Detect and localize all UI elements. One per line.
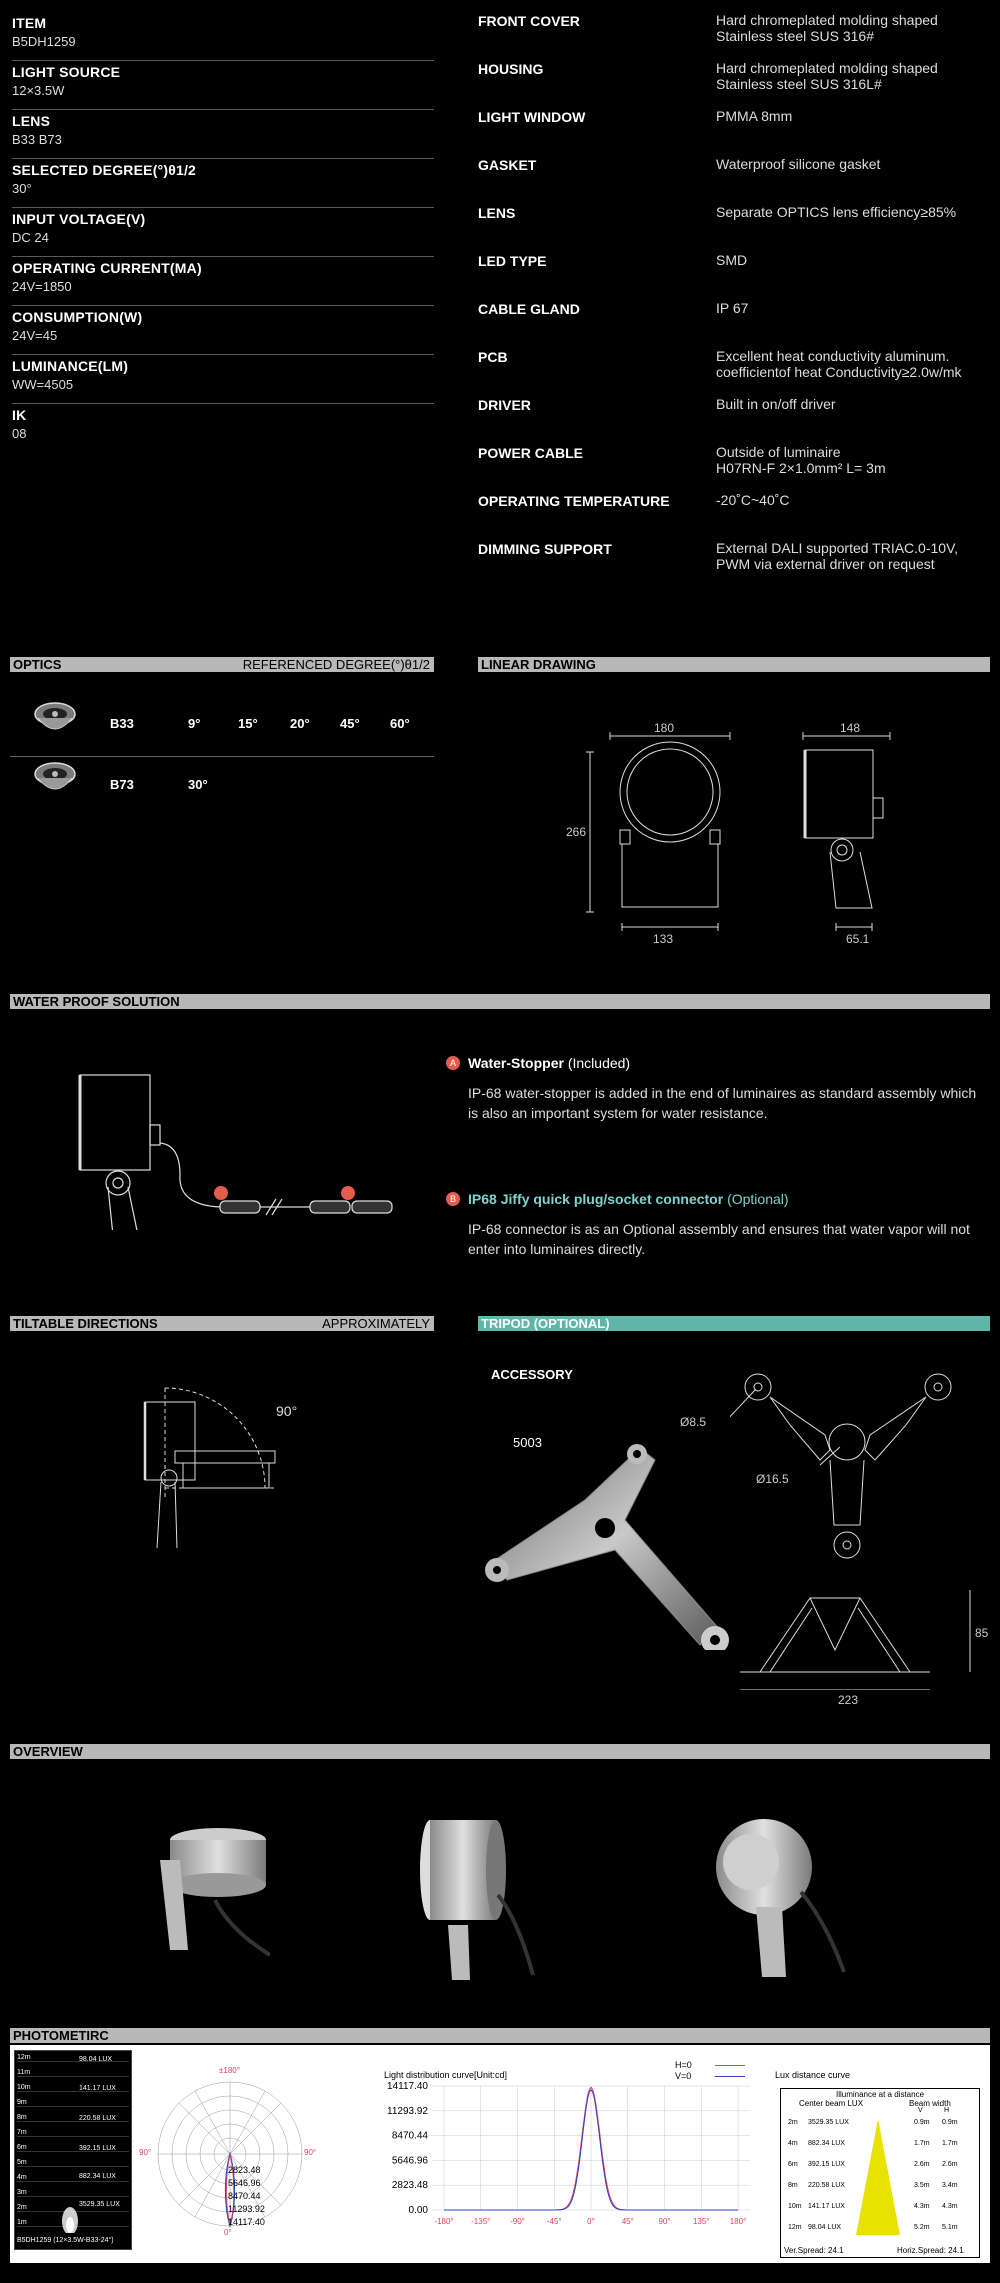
spec-label: CONSUMPTION(W) — [12, 309, 143, 325]
dim-height: 266 — [566, 825, 587, 839]
spec-value: Waterproof silicone gasket — [716, 156, 881, 172]
spec-label: LUMINANCE(LM) — [12, 358, 129, 374]
spec-value: 08 — [12, 426, 27, 441]
polar-left-label: 90° — [139, 2148, 152, 2157]
lux-v-width: 2.6m — [914, 2161, 930, 2168]
lux-distance: 4m — [788, 2140, 798, 2147]
marker-b: B — [446, 1192, 460, 1206]
lux-h-width: 0.9m — [942, 2119, 958, 2126]
curve-title: Light distribution curve[Unit:cd] — [384, 2070, 508, 2080]
curve-x-tick: -180° — [434, 2217, 454, 2226]
spec-label: LIGHT SOURCE — [12, 64, 121, 80]
tripod-bar — [478, 1316, 990, 1331]
spec-row — [478, 444, 998, 492]
polar-value: 2823.48 — [228, 2165, 261, 2175]
b-note: (Optional) — [727, 1191, 789, 1207]
a-note: (Included) — [567, 1055, 631, 1071]
tripod-d1: Ø8.5 — [680, 1415, 707, 1429]
a-title: Water-Stopper — [468, 1055, 564, 1071]
optics-degree: 60° — [390, 716, 410, 731]
optics-degree: 45° — [340, 716, 360, 731]
optics-lens-b73: B73 — [110, 777, 134, 792]
spec-row — [478, 396, 998, 444]
curve-x-tick: 135° — [692, 2217, 710, 2226]
polar-value: 14117.40 — [228, 2217, 265, 2227]
lux-v-width: 1.7m — [914, 2140, 930, 2147]
lux-distance: 2m — [788, 2119, 798, 2126]
lux-col2: Beam width — [909, 2099, 951, 2108]
product-photo-1 — [140, 1820, 270, 1960]
spec-list-left — [12, 12, 434, 453]
isolux-distance-label: 1m — [17, 2219, 129, 2227]
marker-a: A — [446, 1056, 460, 1070]
lux-row — [784, 2140, 976, 2154]
isolux-value: 141.17 LUX — [79, 2085, 116, 2092]
lux-col1: Center beam LUX — [799, 2099, 864, 2108]
curve-y-tick: 0.00 — [408, 2205, 428, 2216]
curve-x-tick: 45° — [621, 2217, 634, 2226]
optics-title: OPTICS — [13, 657, 62, 672]
optics-lens-b33: B33 — [110, 716, 134, 731]
lux-v-width: 3.5m — [914, 2182, 930, 2189]
overview-bar — [10, 1744, 990, 1759]
lux-row — [784, 2182, 976, 2196]
b-desc: IP-68 connector is as an Optional assembly and ensures that water vapor will not enter into luminaires directly. — [468, 1221, 970, 1257]
lux-cone — [853, 2117, 903, 2237]
tripod-d2: Ø16.5 — [756, 1472, 789, 1486]
spec-value: B33 B73 — [12, 132, 62, 147]
polar-value: 11293.92 — [228, 2204, 265, 2214]
tilt-bar — [10, 1316, 434, 1331]
lux-v-width: 4.3m — [914, 2203, 930, 2210]
spec-label: PCB — [478, 349, 508, 365]
tripod-width: 223 — [838, 1693, 859, 1707]
isolux-value: 882.34 LUX — [79, 2173, 116, 2180]
lux-v-width: 5.2m — [914, 2224, 930, 2231]
dim-base-width: 133 — [653, 932, 674, 946]
spec-row — [478, 60, 998, 108]
spec-row — [12, 159, 434, 208]
optics-bar — [10, 657, 434, 672]
photometric-bar — [10, 2028, 990, 2043]
spec-row — [478, 540, 998, 588]
polar-bottom-label: 0° — [224, 2228, 232, 2237]
tripod-side-view — [740, 1590, 980, 1690]
dim-side-base: 65.1 — [846, 932, 870, 946]
product-photo-3 — [706, 1812, 846, 1987]
spec-value: PMMA 8mm — [716, 108, 793, 124]
optics-degree: 20° — [290, 716, 310, 731]
curve-y-tick: 5646.96 — [391, 2155, 428, 2167]
tripod-top-view — [730, 1365, 970, 1565]
isolux-caption: B5DH1259 (12×3.5W-B33-24°) — [17, 2237, 114, 2244]
dim-front-width: 180 — [654, 721, 675, 735]
polar-value: 8470.44 — [228, 2191, 261, 2201]
lux-distance: 10m — [788, 2203, 802, 2210]
isolux-distance-label: 10m — [17, 2084, 129, 2092]
spec-label: LED TYPE — [478, 253, 547, 269]
waterproof-drawing — [70, 1065, 420, 1230]
optics-degree: 15° — [238, 716, 258, 731]
optics-subtitle: REFERENCED DEGREE(°)θ1/2 — [242, 657, 430, 672]
lux-row — [784, 2203, 976, 2217]
tripod-accessory: ACCESSORY — [491, 1367, 573, 1382]
waterproof-item-b — [446, 1189, 986, 1259]
isolux-beam — [55, 2191, 85, 2233]
spec-value: Separate OPTICS lens efficiency≥85% — [716, 204, 957, 220]
isolux-distance-label: 6m — [17, 2144, 129, 2152]
waterproof-bar — [10, 994, 990, 1009]
lux-header: Illuminance at a distance — [835, 2090, 925, 2099]
spec-row — [12, 110, 434, 159]
spec-row — [478, 300, 998, 348]
spec-label: LENS — [478, 205, 516, 221]
spec-label: INPUT VOLTAGE(V) — [12, 211, 146, 227]
waterproof-item-a — [446, 1053, 986, 1123]
spec-row — [12, 404, 434, 453]
spec-row — [12, 306, 434, 355]
lux-v: V — [918, 2107, 923, 2114]
isolux-distance-label: 12m — [17, 2054, 129, 2062]
isolux-distance-label: 7m — [17, 2129, 129, 2137]
lux-row — [784, 2224, 976, 2238]
spec-value: 12×3.5W — [12, 83, 65, 98]
spec-row — [478, 252, 998, 300]
lux-table — [780, 2088, 980, 2258]
spec-value: Excellent heat conductivity aluminum. coefficientof heat Conductivity≥2.0w/mk — [716, 348, 962, 380]
legend-h-line — [715, 2065, 745, 2066]
spec-value: Built in on/off driver — [716, 396, 836, 412]
spec-value: External DALI supported TRIAC.0-10V, PWM via external driver on request — [716, 540, 959, 572]
spec-label: CABLE GLAND — [478, 301, 580, 317]
spec-label: OPERATING TEMPERATURE — [478, 493, 670, 509]
lux-center: 392.15 LUX — [808, 2161, 845, 2168]
tilt-angle: 90° — [276, 1403, 298, 1419]
spec-value: 24V=1850 — [12, 279, 72, 294]
lux-title: Lux distance curve — [775, 2070, 851, 2080]
curve-chart — [380, 2080, 760, 2265]
curve-y-tick: 11293.92 — [387, 2105, 428, 2117]
spec-value: SMD — [716, 252, 748, 268]
lux-center: 882.34 LUX — [808, 2140, 845, 2147]
spec-row — [478, 156, 998, 204]
isolux-value: 3529.35 LUX — [79, 2201, 120, 2208]
spec-label: LIGHT WINDOW — [478, 109, 586, 125]
spec-label: POWER CABLE — [478, 445, 583, 461]
spec-list-right — [478, 12, 998, 588]
photometric-title: PHOTOMETIRC — [13, 2028, 109, 2043]
spec-label: SELECTED DEGREE(°)θ1/2 — [12, 162, 197, 178]
spec-value: Hard chromeplated molding shaped Stainless steel SUS 316# — [716, 12, 938, 44]
lux-distance: 8m — [788, 2182, 798, 2189]
waterproof-title: WATER PROOF SOLUTION — [13, 994, 180, 1009]
spec-row — [12, 12, 434, 61]
hor-spread: Horiz.Spread: 24.1 — [897, 2246, 964, 2255]
isolux-distance-label: 9m — [17, 2099, 129, 2107]
lux-h-width: 2.6m — [942, 2161, 958, 2168]
curve-x-tick: -135° — [471, 2217, 491, 2226]
isolux-distance-label: 11m — [17, 2069, 129, 2077]
spec-label: OPERATING CURRENT(MA) — [12, 260, 202, 276]
spec-value: WW=4505 — [12, 377, 74, 392]
curve-y-tick: 8470.44 — [391, 2130, 428, 2142]
spec-label: FRONT COVER — [478, 13, 580, 29]
spec-row — [478, 108, 998, 156]
spec-value: 30° — [12, 181, 32, 196]
spec-value: Outside of luminaire H07RN-F 2×1.0mm² L= 3m — [716, 444, 886, 476]
isolux-diagram — [14, 2050, 132, 2250]
isolux-value: 392.15 LUX — [79, 2145, 116, 2152]
lux-h-width: 5.1m — [942, 2224, 958, 2231]
spec-value: -20˚C~40˚C — [716, 492, 790, 508]
lens-b33-icon — [32, 700, 78, 738]
spec-row — [478, 348, 998, 396]
spec-value: Hard chromeplated molding shaped Stainless steel SUS 316L# — [716, 60, 938, 92]
a-desc: IP-68 water-stopper is added in the end of luminaires as standard assembly which is also an important system for water resistance. — [468, 1085, 977, 1121]
curve-y-tick: 14117.40 — [387, 2081, 428, 2092]
optics-degree: 9° — [188, 716, 201, 731]
optics-degree: 30° — [188, 777, 208, 792]
lux-distance: 6m — [788, 2161, 798, 2168]
tilt-title: TILTABLE DIRECTIONS — [13, 1316, 158, 1331]
spec-row — [478, 204, 998, 252]
lux-center: 220.58 LUX — [808, 2182, 845, 2189]
dim-side-width: 148 — [840, 721, 861, 735]
curve-x-tick: 90° — [658, 2217, 671, 2226]
curve-x-tick: 180° — [729, 2217, 747, 2226]
spec-label: HOUSING — [478, 61, 544, 77]
spec-label: IK — [12, 407, 27, 423]
lux-row — [784, 2161, 976, 2175]
legend-h: H=0 — [675, 2060, 692, 2070]
spec-label: LENS — [12, 113, 51, 129]
isolux-distance-label: 5m — [17, 2159, 129, 2167]
optics-table — [10, 690, 434, 812]
isolux-distance-label: 8m — [17, 2114, 129, 2122]
b-title: IP68 Jiffy quick plug/socket connector — [468, 1191, 724, 1207]
linear-drawing — [560, 712, 920, 952]
spec-row — [12, 208, 434, 257]
lux-h-width: 1.7m — [942, 2140, 958, 2147]
spec-label: ITEM — [12, 15, 47, 31]
spec-row — [12, 61, 434, 110]
linear-drawing-bar — [478, 657, 990, 672]
lux-center: 98.04 LUX — [808, 2224, 842, 2231]
polar-top-label: ±180° — [219, 2066, 240, 2075]
isolux-distance-label: 3m — [17, 2189, 129, 2197]
lux-distance: 12m — [788, 2224, 802, 2231]
curve-x-tick: 0° — [587, 2217, 595, 2226]
product-photo-2 — [408, 1810, 538, 1985]
lux-v-width: 0.9m — [914, 2119, 930, 2126]
tripod-height: 85 — [975, 1626, 989, 1640]
lux-h: H — [944, 2107, 950, 2114]
curve-x-tick: -45° — [546, 2217, 562, 2226]
polar-right-label: 90° — [304, 2148, 317, 2157]
isolux-value: 220.58 LUX — [79, 2115, 116, 2122]
spec-row — [478, 12, 998, 60]
tilt-subtitle: APPROXIMATELY — [322, 1316, 430, 1331]
spec-label: GASKET — [478, 157, 537, 173]
tripod-code: 5003 — [513, 1435, 542, 1450]
lux-row — [784, 2119, 976, 2133]
lux-h-width: 3.4m — [942, 2182, 958, 2189]
spec-row — [12, 355, 434, 404]
spec-value: IP 67 — [716, 300, 749, 316]
isolux-distance-label: 4m — [17, 2174, 129, 2182]
lens-b73-icon — [32, 760, 78, 798]
legend-v-line — [715, 2076, 745, 2077]
isolux-value: 98.04 LUX — [79, 2056, 113, 2063]
polar-value: 5646.96 — [228, 2178, 261, 2188]
lux-h-width: 4.3m — [942, 2203, 958, 2210]
overview-title: OVERVIEW — [13, 1744, 83, 1759]
spec-row — [478, 492, 998, 540]
tripod-photo — [475, 1440, 745, 1650]
curve-x-tick: -90° — [510, 2217, 525, 2226]
linear-drawing-title: LINEAR DRAWING — [481, 657, 596, 672]
legend-v: V=0 — [675, 2071, 692, 2081]
ver-spread: Ver.Spread: 24.1 — [784, 2246, 844, 2255]
lux-center: 3529.35 LUX — [808, 2119, 849, 2126]
optics-divider — [10, 756, 434, 757]
spec-label: DIMMING SUPPORT — [478, 541, 612, 557]
lux-center: 141.17 LUX — [808, 2203, 845, 2210]
curve-y-tick: 2823.48 — [391, 2180, 428, 2192]
spec-value: 24V=45 — [12, 328, 58, 343]
spec-value: B5DH1259 — [12, 34, 76, 49]
spec-row — [12, 257, 434, 306]
isolux-distance-label: 2m — [17, 2204, 129, 2212]
tripod-title: TRIPOD (OPTIONAL) — [481, 1316, 610, 1331]
spec-value: DC 24 — [12, 230, 49, 245]
spec-label: DRIVER — [478, 397, 531, 413]
polar-values — [228, 2164, 265, 2229]
